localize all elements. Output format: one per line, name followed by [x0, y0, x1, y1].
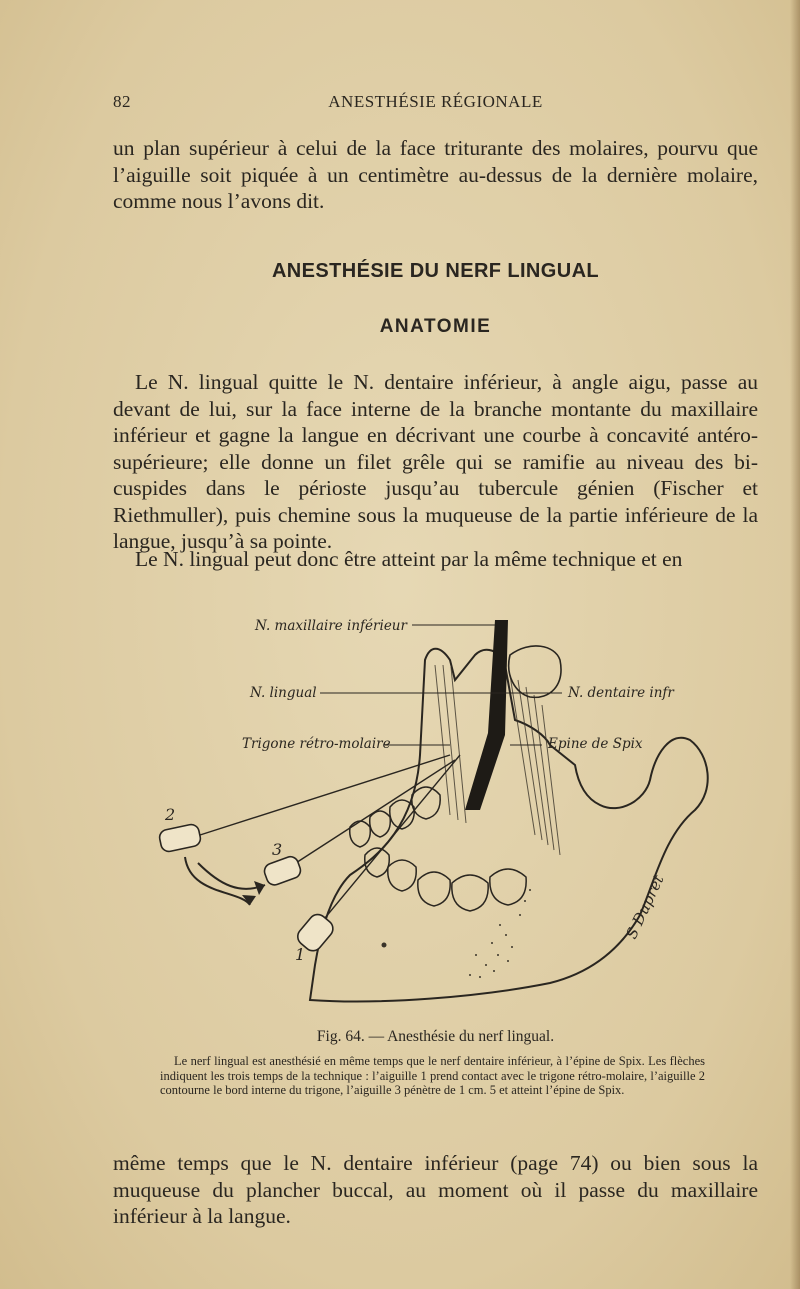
illustrator-signature: S Dupret — [622, 872, 668, 942]
label-trigone: Trigone rétro-molaire — [242, 736, 391, 752]
paragraph-anatomy: Le N. lingual quitte le N. dentaire inférieur, à angle aigu, passe au devant de lui, sur la face interne de la branche montante du maxillaire inférieur et gagne la langue en décrivant une courbe à concavité antéro-supérieure; elle donne un filet grêle qui se ramifie au niveau des bi-cuspides dans le périoste jusqu’au tubercule génien (Fischer et Riethmuller), puis chemine sous la muqueuse de la partie inférieure de la langue, jusqu’à sa pointe. — [113, 370, 758, 553]
label-maxillaire: N. maxillaire inférieur — [255, 618, 407, 634]
paragraph-top: un plan supérieur à celui de la face triturante des molaires, pourvu que l’aiguille soit piquée à un centimètre au-dessus de la dernière molaire, comme nous l’avons dit. — [113, 136, 758, 213]
label-dentaire: N. dentaire infr — [568, 685, 674, 701]
label-epine: Epine de Spix — [548, 736, 643, 752]
needle-number-3: 3 — [272, 840, 283, 859]
condyle — [509, 646, 561, 697]
needles — [200, 755, 460, 930]
running-head — [113, 92, 758, 116]
paragraph-bottom: même temps que le N. dentaire inférieur (page 74) ou bien sous la muqueuse du plancher buccal, au moment où il passe du maxillaire inférieur à la langue. — [113, 1151, 758, 1228]
paragraph-technique: Le N. lingual peut donc être atteint par la même technique et en — [135, 547, 683, 571]
needle-number-2: 2 — [165, 805, 176, 824]
figure-caption-title: Fig. 64. — Anesthésie du nerf lingual. — [316, 1028, 555, 1045]
figure-caption-text: Le nerf lingual est anesthésié en même temps que le nerf dentaire inférieur, à l’épine de Spix. Les flèches indiquent les trois temps de la technique : l’aiguille 1 prend contact avec le trigone rétro-molaire, l’aiguille 2 contourne le bord interne du trigone, l’aiguille 3 pénètre de 1 cm. 5 et atteint l’épine de Spix. — [160, 1054, 705, 1097]
label-lingual: N. lingual — [250, 685, 317, 701]
page-edge-shadow — [790, 0, 800, 1289]
inferior-alveolar-nerve — [465, 620, 508, 810]
page-number: 82 — [113, 92, 131, 111]
section-title: ANESTHÉSIE DU NERF LINGUAL — [271, 260, 600, 282]
running-head-title: ANESTHÉSIE RÉGIONALE — [328, 92, 543, 111]
needle-number-1: 1 — [295, 945, 306, 964]
mandible-drawing — [150, 605, 730, 1025]
anatomical-illustration — [150, 605, 730, 1025]
subsection-title: ANATOMIE — [379, 316, 492, 337]
teeth-row — [350, 787, 526, 911]
